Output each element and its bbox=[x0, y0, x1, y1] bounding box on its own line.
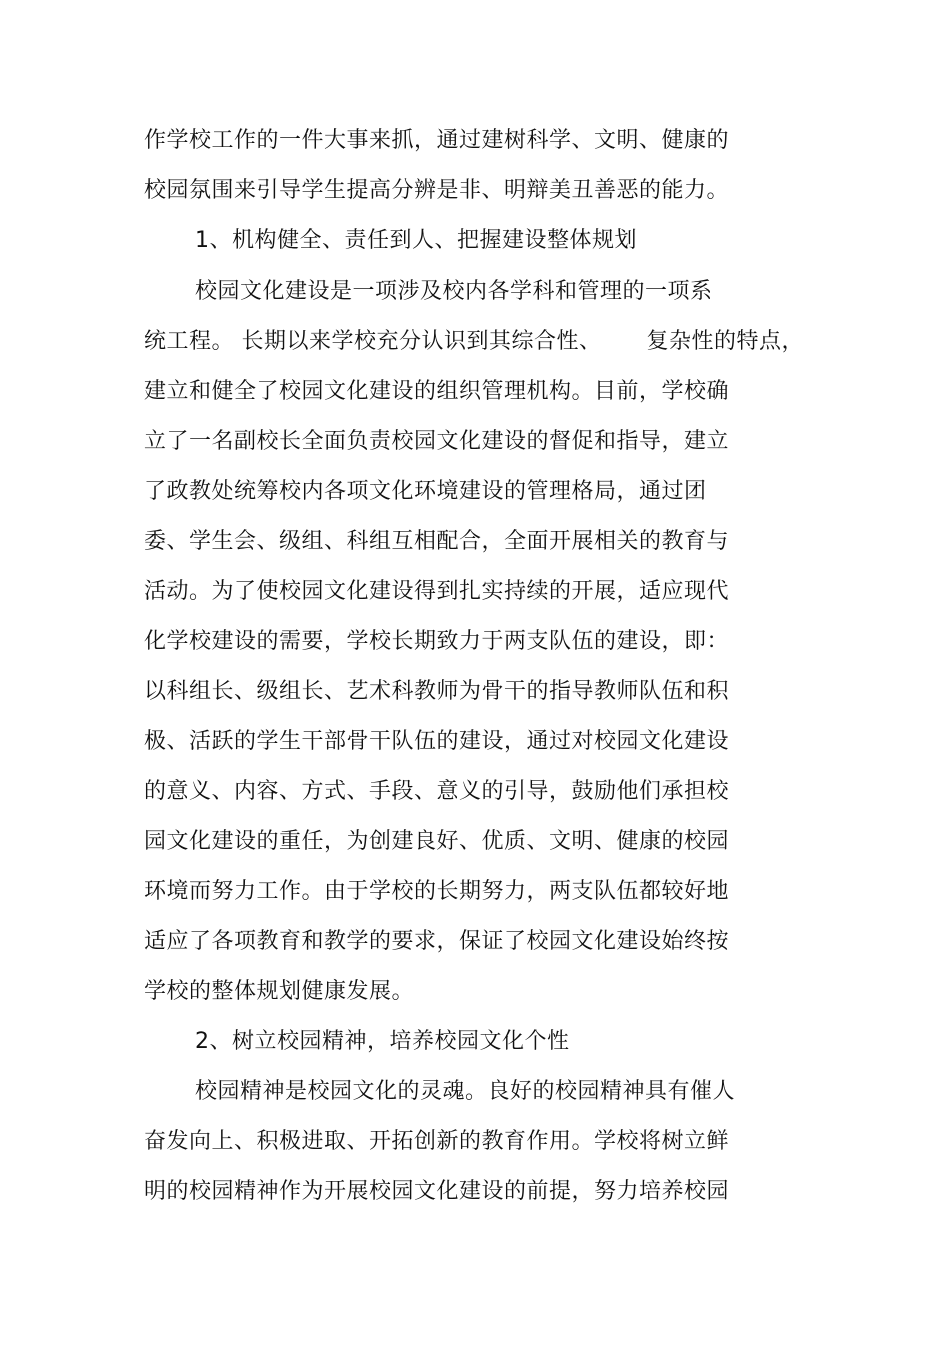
text-line: 园文化建设的重任，为创建良好、优质、文明、健康的校园 bbox=[144, 829, 730, 854]
text-line: 建立和健全了校园文化建设的组织管理机构。目前，学校确 bbox=[144, 379, 730, 404]
text-line: 作学校工作的一件大事来抓，通过建树科学、文明、健康的 bbox=[144, 128, 730, 153]
text-line: 委、学生会、级组、科组互相配合，全面开展相关的教育与 bbox=[144, 529, 730, 554]
text-line: 活动。为了使校园文化建设得到扎实持续的开展，适应现代 bbox=[144, 579, 730, 604]
text-line: 了政教处统筹校内各项文化环境建设的管理格局，通过团 bbox=[144, 479, 707, 504]
paragraph-first-line: 校园精神是校园文化的灵魂。良好的校园精神具有催人 bbox=[195, 1079, 736, 1104]
text-line: 统工程。 长期以来学校充分认识到其综合性、 复杂性的特点， bbox=[144, 329, 804, 354]
text-line: 以科组长、级组长、艺术科教师为骨干的指导教师队伍和积 bbox=[144, 679, 730, 704]
text-line: 校园氛围来引导学生提高分辨是非、明辩美丑善恶的能力。 bbox=[144, 178, 730, 203]
section-heading-2: 2、树立校园精神，培养校园文化个性 bbox=[195, 1029, 570, 1054]
text-line: 环境而努力工作。由于学校的长期努力，两支队伍都较好地 bbox=[144, 879, 730, 904]
text-line: 化学校建设的需要，学校长期致力于两支队伍的建设，即： bbox=[144, 629, 730, 654]
text-line: 极、活跃的学生干部骨干队伍的建设，通过对校园文化建设 bbox=[144, 729, 730, 754]
text-line: 奋发向上、积极进取、开拓创新的教育作用。学校将树立鲜 bbox=[144, 1129, 730, 1154]
text-line: 的意义、内容、方式、手段、意义的引导，鼓励他们承担校 bbox=[144, 779, 730, 804]
text-line: 学校的整体规划健康发展。 bbox=[144, 979, 415, 1004]
section-heading-1: 1、机构健全、责任到人、把握建设整体规划 bbox=[195, 228, 637, 253]
text-line: 适应了各项教育和教学的要求，保证了校园文化建设始终按 bbox=[144, 929, 730, 954]
text-line: 明的校园精神作为开展校园文化建设的前提，努力培养校园 bbox=[144, 1179, 730, 1204]
paragraph-first-line: 校园文化建设是一项涉及校内各学科和管理的一项系 bbox=[195, 279, 713, 304]
text-line: 立了一名副校长全面负责校园文化建设的督促和指导，建立 bbox=[144, 429, 730, 454]
